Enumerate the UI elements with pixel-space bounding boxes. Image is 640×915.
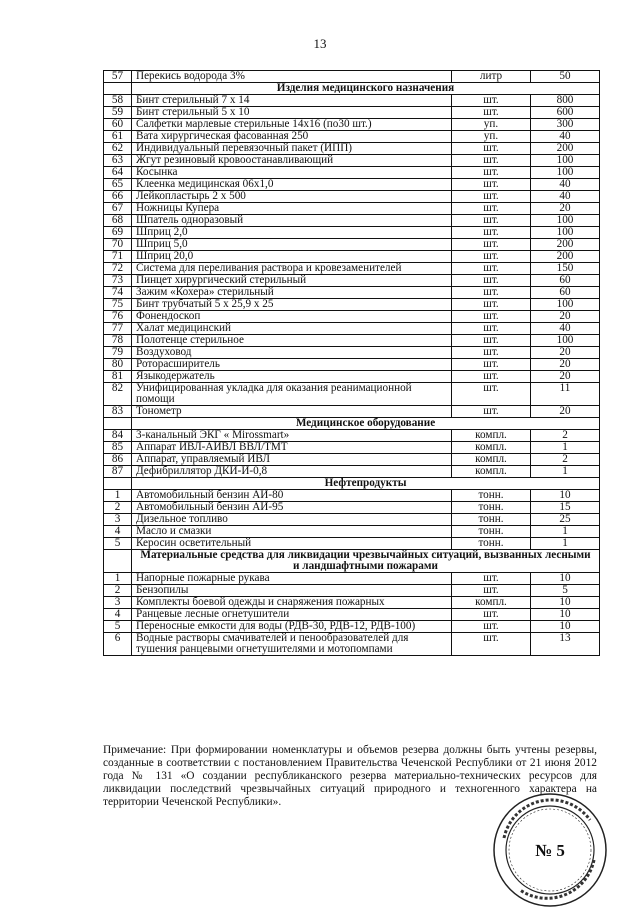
item-name: Шприц 2,0 (132, 227, 452, 239)
item-name: Шприц 20,0 (132, 251, 452, 263)
item-quantity: 50 (531, 71, 600, 83)
item-name: Дефибриллятор ДКИ-И-0,8 (132, 466, 452, 478)
item-unit: шт. (452, 383, 531, 406)
item-unit: шт. (452, 621, 531, 633)
item-unit: шт. (452, 573, 531, 585)
item-name: Переносные емкости для воды (РДВ-30, РДВ-12, РДВ-100) (132, 621, 452, 633)
item-quantity: 100 (531, 299, 600, 311)
table-row (104, 227, 600, 239)
item-name: Халат медицинский (132, 323, 452, 335)
item-name: Зажим «Кохера» стерильный (132, 287, 452, 299)
item-quantity: 60 (531, 287, 600, 299)
table-row (104, 514, 600, 526)
table-row (104, 359, 600, 371)
item-unit: компл. (452, 466, 531, 478)
item-unit: тонн. (452, 502, 531, 514)
official-stamp (490, 790, 610, 910)
item-name: Напорные пожарные рукава (132, 573, 452, 585)
item-quantity: 200 (531, 251, 600, 263)
table-row (104, 311, 600, 323)
item-unit: шт. (452, 143, 531, 155)
row-number: 85 (104, 442, 132, 454)
row-number: 68 (104, 215, 132, 227)
item-name: Автомобильный бензин АИ-80 (132, 490, 452, 502)
item-unit: шт. (452, 275, 531, 287)
stamp-number: № 5 (535, 841, 565, 860)
table-row (104, 597, 600, 609)
table-row (104, 371, 600, 383)
row-number: 80 (104, 359, 132, 371)
table-row (104, 573, 600, 585)
table-row (104, 538, 600, 550)
row-number: 62 (104, 143, 132, 155)
table-row (104, 299, 600, 311)
section-spacer-cell (104, 83, 132, 95)
item-quantity: 10 (531, 621, 600, 633)
item-quantity: 60 (531, 275, 600, 287)
item-unit: шт. (452, 215, 531, 227)
table-row (104, 609, 600, 621)
item-name: 3-канальный ЭКГ « Mirossmart» (132, 430, 452, 442)
item-unit: шт. (452, 167, 531, 179)
item-quantity: 20 (531, 347, 600, 359)
item-quantity: 11 (531, 383, 600, 406)
table-row (104, 95, 600, 107)
item-name: Унифицированная укладка для оказания реанимационной помощи (132, 383, 452, 406)
row-number: 84 (104, 430, 132, 442)
table-row (104, 585, 600, 597)
item-unit: тонн. (452, 490, 531, 502)
row-number: 3 (104, 514, 132, 526)
item-name: Тонометр (132, 406, 452, 418)
item-unit: уп. (452, 131, 531, 143)
item-name: Бинт трубчатый 5 х 25,9 х 25 (132, 299, 452, 311)
item-name: Водные растворы смачивателей и пенообразователей для тушения ранцевыми огнетушителями и мотопомпами (132, 633, 452, 656)
row-number: 6 (104, 633, 132, 656)
section-spacer-cell (104, 478, 132, 490)
item-unit: компл. (452, 442, 531, 454)
row-number: 63 (104, 155, 132, 167)
item-quantity: 20 (531, 203, 600, 215)
item-name: Фонендоскоп (132, 311, 452, 323)
item-quantity: 200 (531, 143, 600, 155)
section-spacer-cell (104, 550, 132, 573)
item-unit: шт. (452, 179, 531, 191)
item-name: Салфетки марлевые стерильные 14х16 (по30 шт.) (132, 119, 452, 131)
table-row (104, 275, 600, 287)
table-row (104, 71, 600, 83)
section-header-row (104, 478, 600, 490)
item-unit: шт. (452, 406, 531, 418)
item-name: Ранцевые лесные огнетушители (132, 609, 452, 621)
item-quantity: 13 (531, 633, 600, 656)
row-number: 76 (104, 311, 132, 323)
row-number: 61 (104, 131, 132, 143)
item-unit: шт. (452, 311, 531, 323)
table-row (104, 167, 600, 179)
row-number: 57 (104, 71, 132, 83)
table-row (104, 442, 600, 454)
item-unit: компл. (452, 454, 531, 466)
item-name: Пинцет хирургический стерильный (132, 275, 452, 287)
section-title: Изделия медицинского назначения (132, 83, 600, 95)
item-name: Лейкопластырь 2 х 500 (132, 191, 452, 203)
row-number: 58 (104, 95, 132, 107)
item-unit: шт. (452, 585, 531, 597)
item-name: Система для переливания раствора и кровезаменителей (132, 263, 452, 275)
table-row (104, 526, 600, 538)
item-name: Дизельное топливо (132, 514, 452, 526)
item-name: Керосин осветительный (132, 538, 452, 550)
row-number: 1 (104, 573, 132, 585)
item-quantity: 2 (531, 430, 600, 442)
row-number: 73 (104, 275, 132, 287)
item-unit: уп. (452, 119, 531, 131)
row-number: 2 (104, 585, 132, 597)
item-name: Языкодержатель (132, 371, 452, 383)
row-number: 78 (104, 335, 132, 347)
item-unit: компл. (452, 597, 531, 609)
item-name: Бензопилы (132, 585, 452, 597)
item-unit: шт. (452, 347, 531, 359)
row-number: 70 (104, 239, 132, 251)
item-name: Аппарат ИВЛ-АИВЛ ВВЛ/ТМТ (132, 442, 452, 454)
row-number: 71 (104, 251, 132, 263)
item-quantity: 5 (531, 585, 600, 597)
table-row (104, 454, 600, 466)
table-row (104, 430, 600, 442)
item-quantity: 20 (531, 406, 600, 418)
row-number: 82 (104, 383, 132, 406)
item-quantity: 100 (531, 215, 600, 227)
table-row (104, 143, 600, 155)
item-unit: шт. (452, 95, 531, 107)
item-unit: шт. (452, 323, 531, 335)
page-number: 13 (313, 36, 327, 51)
row-number: 4 (104, 526, 132, 538)
table-row (104, 251, 600, 263)
row-number: 3 (104, 597, 132, 609)
item-unit: шт. (452, 299, 531, 311)
item-unit: шт. (452, 371, 531, 383)
table-row (104, 215, 600, 227)
item-quantity: 10 (531, 609, 600, 621)
table-row (104, 490, 600, 502)
item-unit: тонн. (452, 538, 531, 550)
section-title: Нефтепродукты (132, 478, 600, 490)
item-name: Шпатель одноразовый (132, 215, 452, 227)
table-row (104, 263, 600, 275)
table-row (104, 239, 600, 251)
row-number: 74 (104, 287, 132, 299)
row-number: 83 (104, 406, 132, 418)
item-quantity: 1 (531, 442, 600, 454)
item-unit: шт. (452, 107, 531, 119)
table-row (104, 383, 600, 406)
row-number: 2 (104, 502, 132, 514)
row-number: 60 (104, 119, 132, 131)
section-header-row (104, 418, 600, 430)
item-quantity: 15 (531, 502, 600, 514)
item-unit: шт. (452, 359, 531, 371)
row-number: 87 (104, 466, 132, 478)
item-name: Косынка (132, 167, 452, 179)
table-row (104, 191, 600, 203)
row-number: 86 (104, 454, 132, 466)
table-row (104, 466, 600, 478)
table-row (104, 203, 600, 215)
row-number: 64 (104, 167, 132, 179)
table-row (104, 131, 600, 143)
item-unit: шт. (452, 203, 531, 215)
table-row (104, 323, 600, 335)
item-name: Вата хирургическая фасованная 250 (132, 131, 452, 143)
item-unit: шт. (452, 191, 531, 203)
item-unit: шт. (452, 263, 531, 275)
row-number: 72 (104, 263, 132, 275)
item-name: Масло и смазки (132, 526, 452, 538)
table-row (104, 119, 600, 131)
row-number: 4 (104, 609, 132, 621)
item-unit: шт. (452, 609, 531, 621)
item-unit: шт. (452, 227, 531, 239)
item-quantity: 800 (531, 95, 600, 107)
item-name: Комплекты боевой одежды и снаряжения пожарных (132, 597, 452, 609)
item-name: Индивидуальный перевязочный пакет (ИПП) (132, 143, 452, 155)
item-quantity: 100 (531, 335, 600, 347)
item-name: Автомобильный бензин АИ-95 (132, 502, 452, 514)
item-unit: шт. (452, 251, 531, 263)
item-name: Воздуховод (132, 347, 452, 359)
item-quantity: 40 (531, 179, 600, 191)
item-quantity: 40 (531, 131, 600, 143)
footnote: Примечание: При формировании номенклатуры и объемов резерва должны быть учтены резервы, созданные в соответствии с постановлением Правительства Чеченской Республики от 21 июня 2012 года № 131 «О создании республиканского резерва материально-технических ресурсов для ликвидации последствий чрезвычайных ситуаций природного и техногенного характера на территории Чеченской Республики». (103, 744, 597, 808)
item-quantity: 2 (531, 454, 600, 466)
item-unit: шт. (452, 287, 531, 299)
item-quantity: 1 (531, 466, 600, 478)
item-unit: шт. (452, 239, 531, 251)
section-title: Материальные средства для ликвидации чрезвычайных ситуаций, вызванных лесными и ландшафтными пожарами (132, 550, 600, 573)
section-header-row (104, 550, 600, 573)
row-number: 69 (104, 227, 132, 239)
row-number: 79 (104, 347, 132, 359)
row-number: 65 (104, 179, 132, 191)
table-row (104, 621, 600, 633)
item-quantity: 100 (531, 227, 600, 239)
item-quantity: 200 (531, 239, 600, 251)
row-number: 75 (104, 299, 132, 311)
item-unit: компл. (452, 430, 531, 442)
item-quantity: 600 (531, 107, 600, 119)
section-title: Медицинское оборудование (132, 418, 600, 430)
table-row (104, 335, 600, 347)
item-name: Бинт стерильный 5 х 10 (132, 107, 452, 119)
item-quantity: 100 (531, 155, 600, 167)
item-unit: шт. (452, 633, 531, 656)
table-row (104, 502, 600, 514)
row-number: 1 (104, 490, 132, 502)
item-quantity: 25 (531, 514, 600, 526)
item-name: Бинт стерильный 7 х 14 (132, 95, 452, 107)
section-spacer-cell (104, 418, 132, 430)
inventory-table-body (104, 71, 600, 656)
table-row (104, 406, 600, 418)
item-name: Клеенка медицинская 06х1,0 (132, 179, 452, 191)
item-name: Полотенце стерильное (132, 335, 452, 347)
item-name: Аппарат, управляемый ИВЛ (132, 454, 452, 466)
item-quantity: 1 (531, 526, 600, 538)
row-number: 5 (104, 538, 132, 550)
item-name: Роторасширитель (132, 359, 452, 371)
item-quantity: 150 (531, 263, 600, 275)
item-name: Жгут резиновый кровоостанавливающий (132, 155, 452, 167)
item-name: Перекись водорода 3% (132, 71, 452, 83)
row-number: 5 (104, 621, 132, 633)
row-number: 59 (104, 107, 132, 119)
item-quantity: 20 (531, 371, 600, 383)
item-unit: шт. (452, 335, 531, 347)
item-quantity: 10 (531, 573, 600, 585)
item-quantity: 10 (531, 490, 600, 502)
item-quantity: 100 (531, 167, 600, 179)
table-row (104, 155, 600, 167)
table-row (104, 107, 600, 119)
item-quantity: 300 (531, 119, 600, 131)
item-quantity: 40 (531, 323, 600, 335)
table-row (104, 347, 600, 359)
item-name: Шприц 5,0 (132, 239, 452, 251)
row-number: 66 (104, 191, 132, 203)
item-quantity: 40 (531, 191, 600, 203)
row-number: 77 (104, 323, 132, 335)
table-row (104, 179, 600, 191)
item-quantity: 1 (531, 538, 600, 550)
section-header-row (104, 83, 600, 95)
item-quantity: 10 (531, 597, 600, 609)
item-unit: шт. (452, 155, 531, 167)
item-unit: тонн. (452, 526, 531, 538)
item-unit: литр (452, 71, 531, 83)
row-number: 81 (104, 371, 132, 383)
row-number: 67 (104, 203, 132, 215)
item-quantity: 20 (531, 311, 600, 323)
item-name: Ножницы Купера (132, 203, 452, 215)
item-unit: тонн. (452, 514, 531, 526)
stamp-seal-icon (490, 790, 610, 910)
inventory-table (103, 70, 600, 656)
item-quantity: 20 (531, 359, 600, 371)
table-row (104, 287, 600, 299)
table-row (104, 633, 600, 656)
